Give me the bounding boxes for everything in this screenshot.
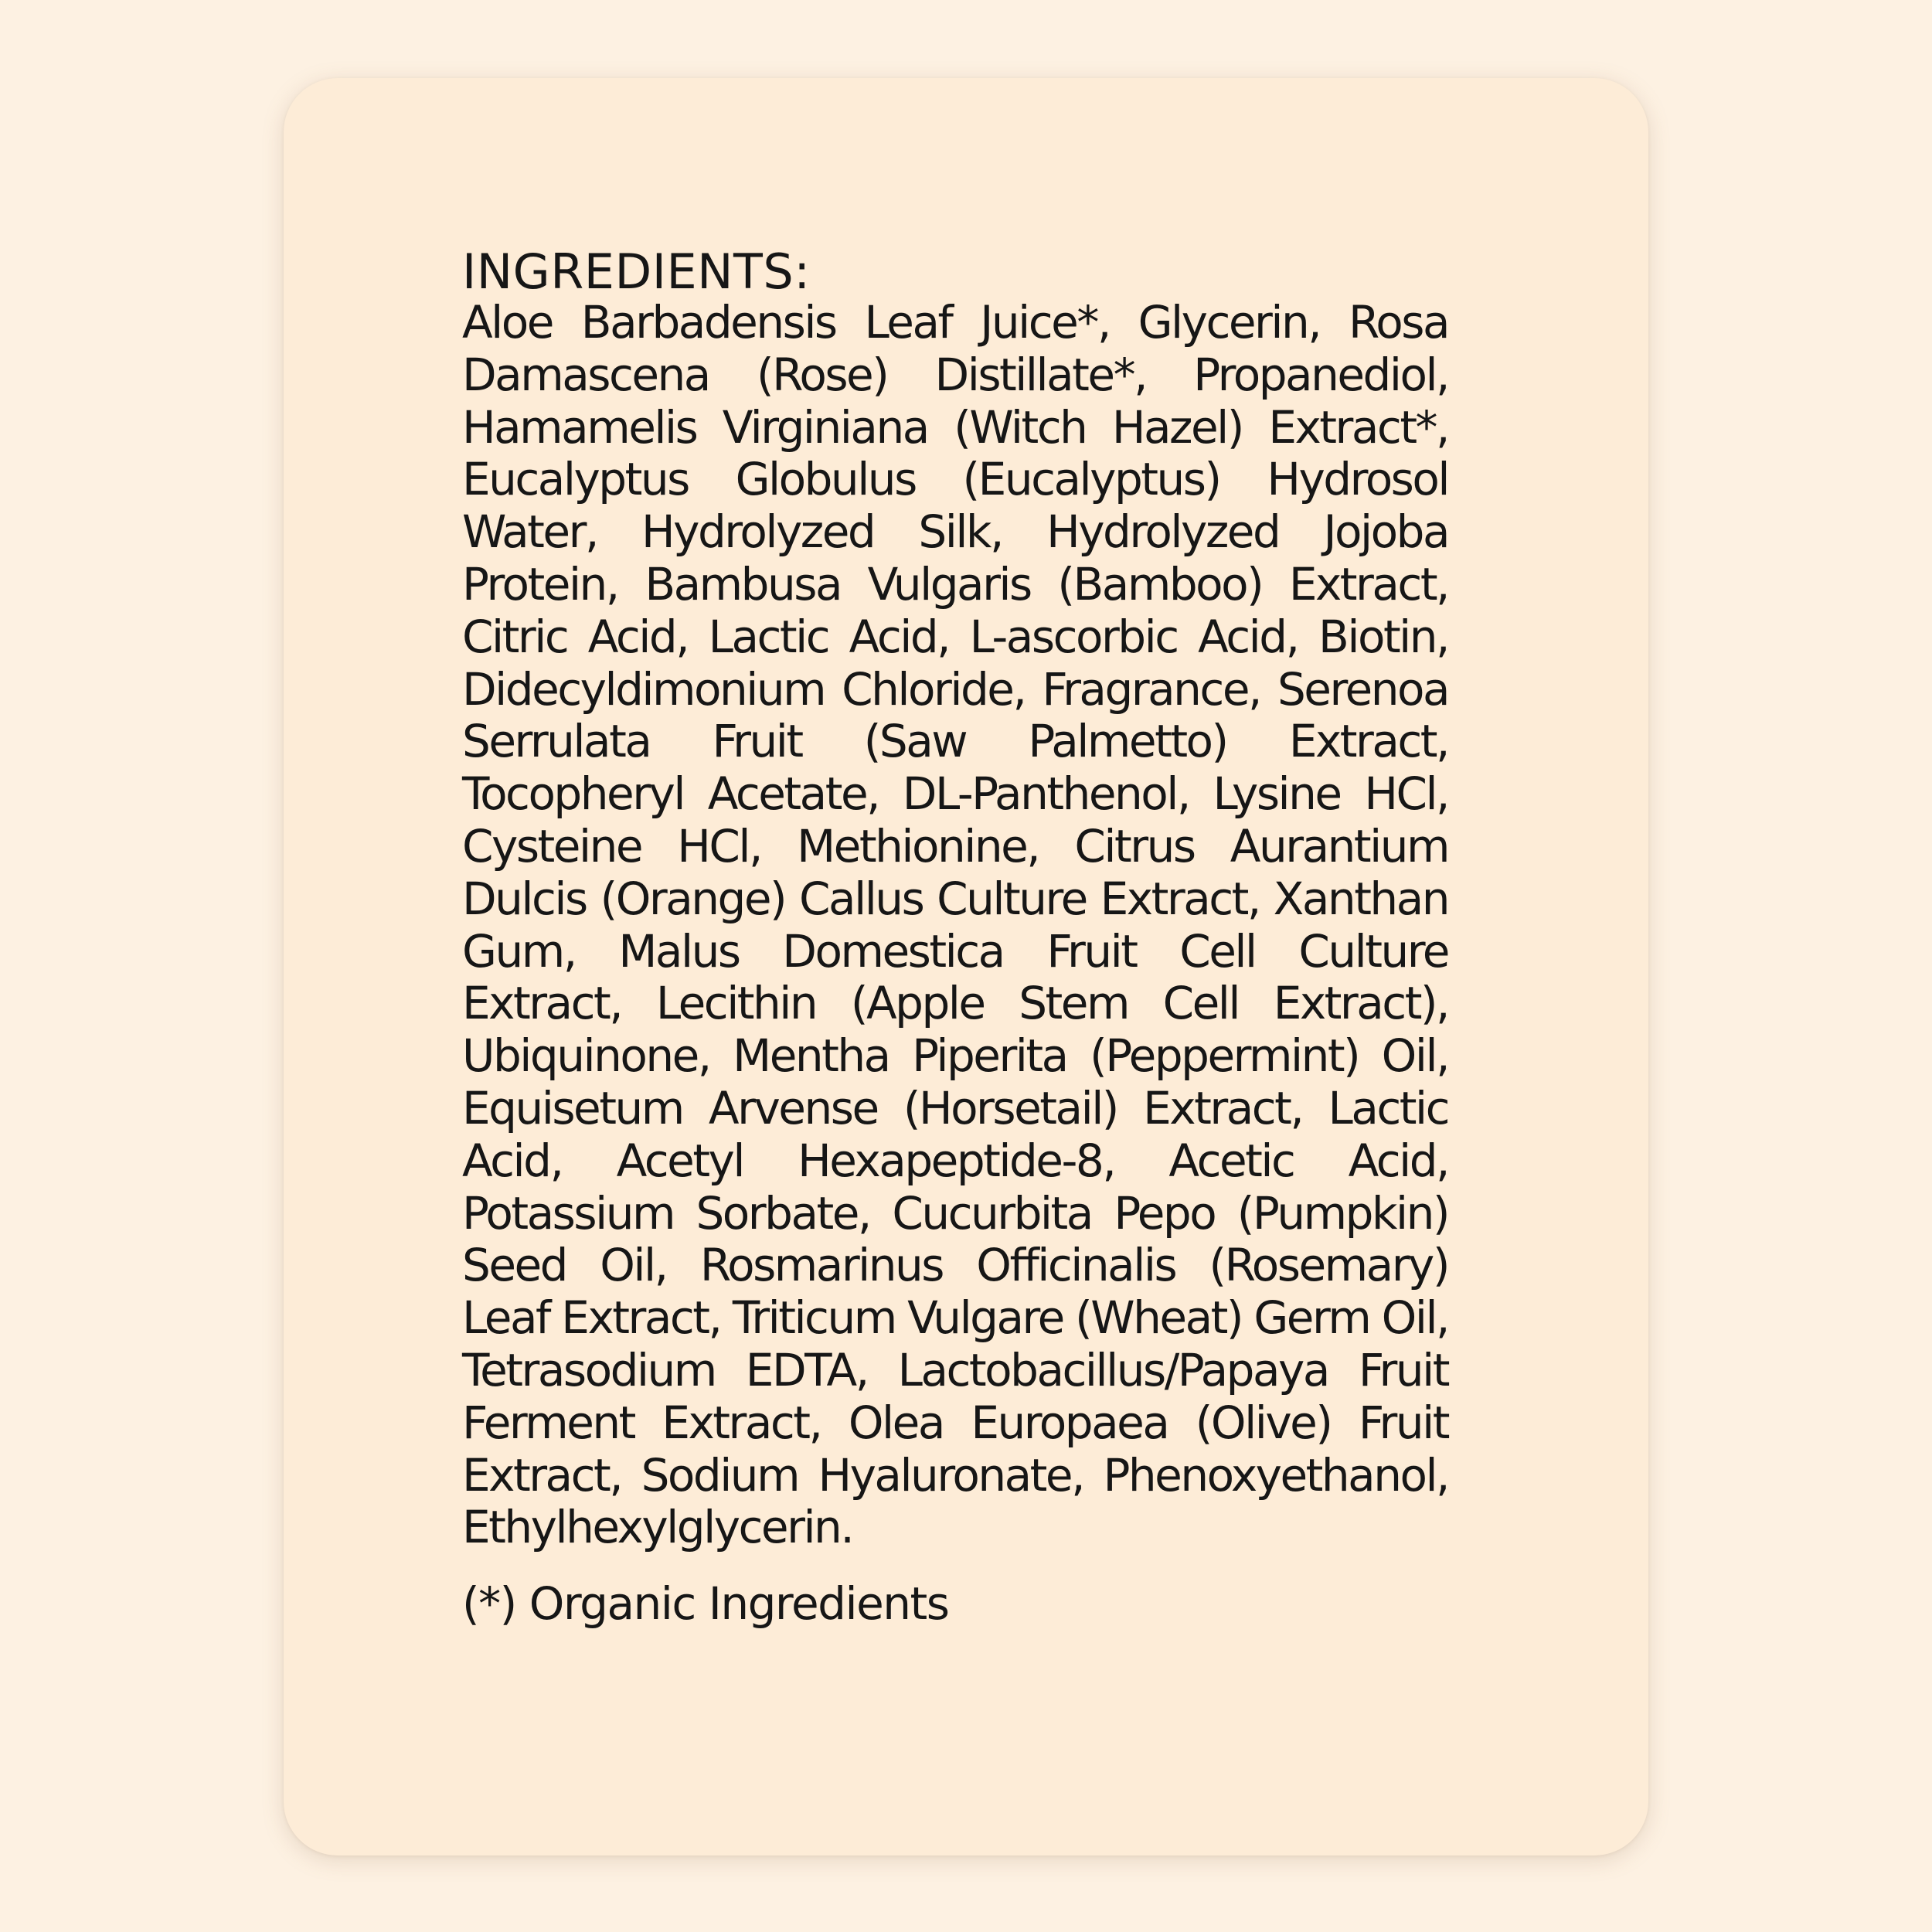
ingredients-card	[284, 78, 1648, 1855]
organic-footnote: (*) Organic Ingredients	[462, 1577, 949, 1631]
ingredients-list: Aloe Barbadensis Leaf Juice*, Glycerin, Rosa Damascena (Rose) Distillate*, Propanediol, Hamamelis Virginiana (Witch Hazel) Extract*, Eucalyptus Globulus (Eucalyptus) Hydrosol Water, Hydrolyzed Silk, Hydrolyzed Jojoba Protein, Bambusa Vulgaris (Bamboo) Extract, Citric Acid, Lactic Acid, L-ascorbic Acid, Biotin, Didecyldimonium Chloride, Fragrance, Serenoa Serrulata Fruit (Saw Palmetto) Extract, Tocopheryl Acetate, DL-Panthenol, Lysine HCl, Cysteine HCl, Methionine, Citrus Aurantium Dulcis (Orange) Callus Culture Extract, Xanthan Gum, Malus Domestica Fruit Cell Culture Extract, Lecithin (Apple Stem Cell Extract), Ubiquinone, Mentha Piperita (Peppermint) Oil, Equisetum Arvense (Horsetail) Extract, Lactic Acid, Acetyl Hexapeptide-8, Acetic Acid, Potassium Sorbate, Cucurbita Pepo (Pumpkin) Seed Oil, Rosmarinus Officinalis (Rosemary) Leaf Extract, Triticum Vulgare (Wheat) Germ Oil, Tetrasodium EDTA, Lactobacillus/Papaya Fruit Ferment Extract, Olea Europaea (Olive) Fruit Extract, Sodium Hyaluronate, Phenoxyethanol, Ethylhexylglycerin.	[462, 296, 1448, 1554]
ingredients-content	[462, 244, 1448, 1630]
ingredients-heading: INGREDIENTS:	[462, 243, 811, 300]
